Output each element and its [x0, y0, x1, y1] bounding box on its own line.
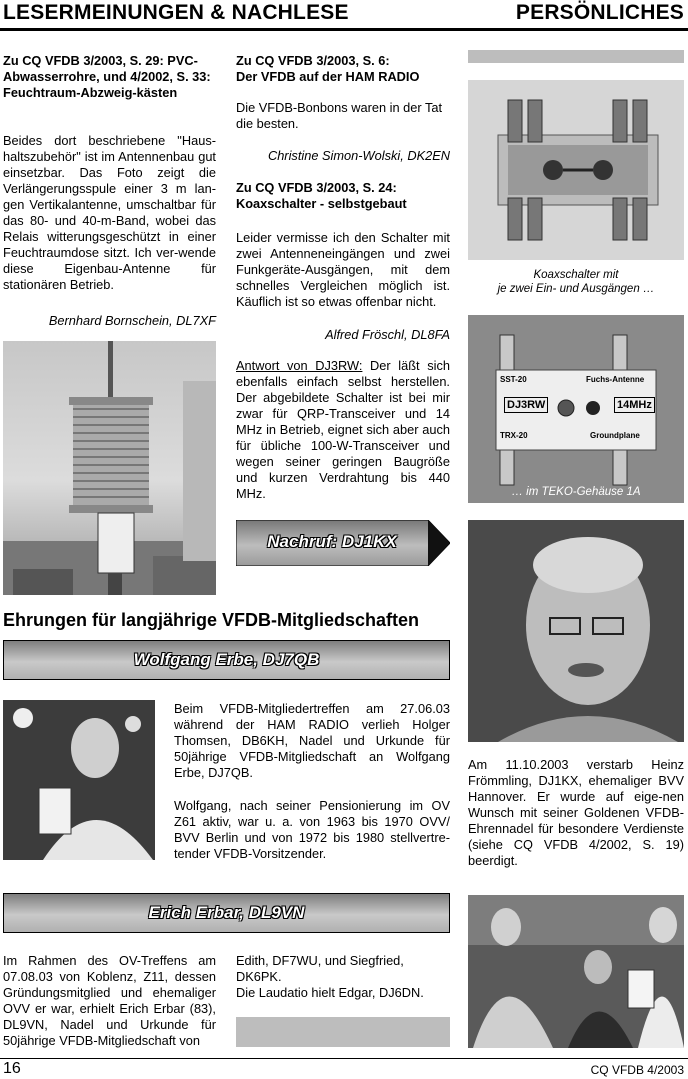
portrait-dj1kx-photo: [468, 520, 684, 742]
answer-body: Der läßt sich ebenfalls einfach selbst herstellen. Der abgebildete Schalter ist bei mir zwar für QRP-Transceiver und 14 MHz in Betrieb, eignet sich aber auch für übliche 100-W-Transceiver und wegen seiner geringen Baugröße und kurzen Verdrahtung bis 440 MHz.: [236, 358, 450, 501]
obituary-ribbon: [236, 520, 450, 566]
honoree-text-dj7qb-1: Beim VFDB-Mitgliedertreffen am 27.06.03 während der HAM RADIO verlieh Holger Thomsen, DB6KH, Nadel und Urkunde für 50jährige VFDB-Mitgliedschaft an Wolfgang Erbe, DJ7QB.: [174, 701, 450, 780]
answer-paragraph: [236, 358, 450, 502]
photo-dl9vn: [468, 895, 684, 1048]
obituary-call: DJ1KX: [337, 532, 397, 551]
honoree-banner-dl9vn: Erich Erbar, DL9VN: [3, 893, 450, 933]
box-label-top-right: Fuchs-Antenne: [586, 375, 645, 384]
honors-title: Ehrungen für langjährige VFDB-Mitgliedschaften: [3, 610, 420, 630]
letter1-signature: Bernhard Bornschein, DL7XF: [48, 313, 216, 328]
box-label-bottom-left: TRX-20: [500, 431, 528, 440]
section-header-left: LESERMEINUNGEN & NACHLESE: [3, 1, 349, 24]
letter1-body: Beides dort beschriebene "Haus-haltszubehör" ist im Antennenbau gut einsetzbar. Das Foto zeigt die Verlängerungsspule einer 3 m lan-gen Vertikalantenne, umschaltbar für das 80- und 40-m-Band, wobei das Relais witterungsgeschützt in einer Feuchtraumdose sitzt. Ich ver-wende diese Eigenbau-Antenne für stationären Betrieb.: [3, 133, 216, 292]
answer-label: Antwort von DJ3RW:: [236, 358, 363, 373]
teko-box-caption: … im TEKO-Gehäuse 1A: [511, 486, 641, 498]
honoree-text-dl9vn-1: Im Rahmen des OV-Treffens am 07.08.03 von Koblenz, Z11, dessen Gründungsmitglied und ehemaliger OVV er war, erhielt Erich Erbar (83), DL9VN, Nadel und Urkunde für 50jährige VFDB-Mitgliedschaft von: [3, 953, 216, 1048]
letter3-signature: Alfred Fröschl, DL8FA: [325, 327, 450, 342]
coax-switch-caption: Koaxschalter mit je zwei Ein- und Ausgängen …: [497, 269, 655, 295]
right-gray-bar: [468, 50, 684, 63]
letter2-heading: Zu CQ VFDB 3/2003, S. 6: Der VFDB auf der HAM RADIO: [236, 53, 420, 84]
box-label-top-left: SST-20: [500, 375, 527, 384]
letter3-heading: Zu CQ VFDB 3/2003, S. 24: Koaxschalter - selbstgebaut: [236, 180, 407, 211]
issue-label: CQ VFDB 4/2003: [590, 1063, 684, 1077]
obituary-text: Am 11.10.2003 verstarb Heinz Frömmling, DJ1KX, ehemaliger BVV Hannover. Er wurde auf eige-nen Wunsch mit seiner Goldenen VFDB-Ehrennadel für besondere Verdienste (siehe CQ VFDB 4/2002, S. 19) beerdigt.: [468, 757, 684, 868]
honoree-text-dj7qb-2: Wolfgang, nach seiner Pensionierung im OV Z61 aktiv, war u. a. von 1963 bis 1970 OVV/ BVV Berlin und von 1972 bis 1980 stellvertre-tender VFDB-Vorsitzender.: [174, 798, 450, 861]
letter2-signature: Christine Simon-Wolski, DK2EN: [267, 148, 450, 163]
coax-switch-photo: [468, 80, 684, 260]
box-label-band: 14MHz: [614, 397, 655, 413]
letter2-body: Die VFDB-Bonbons waren in der Tat die besten.: [236, 100, 443, 131]
letter3-body: Leider vermisse ich den Schalter mit zwei Antenneneingängen und zwei Funkgeräte-Ausgängen, mit dem schnelles Vergleichen möglich ist. Käuflich ist so etwas offenbar nicht.: [236, 230, 450, 309]
antenna-coil-photo: [3, 341, 216, 595]
section-header-right: PERSÖNLICHES: [515, 1, 684, 24]
obituary-label: Nachruf:: [267, 532, 338, 551]
teko-box-photo: [468, 315, 684, 503]
footer-rule: [0, 1058, 688, 1059]
photo-dj7qb: [3, 700, 155, 860]
honoree-text-dl9vn-2: Edith, DF7WU, und Siegfried, DK6PK. Die Laudatio hielt Edgar, DJ6DN.: [236, 953, 424, 1000]
gray-filler-box: [236, 1017, 450, 1047]
honoree-banner-dj7qb: Wolfgang Erbe, DJ7QB: [3, 640, 450, 680]
letter1-heading: Zu CQ VFDB 3/2003, S. 29: PVC-Abwasserrohre, und 4/2002, S. 33: Feuchtraum-Abzweig-kästen: [3, 53, 211, 100]
box-label-callsign: DJ3RW: [504, 397, 548, 413]
box-label-bottom-right: Groundplane: [590, 431, 640, 440]
header-rule: [0, 28, 688, 31]
page-number: 16: [3, 1060, 21, 1077]
